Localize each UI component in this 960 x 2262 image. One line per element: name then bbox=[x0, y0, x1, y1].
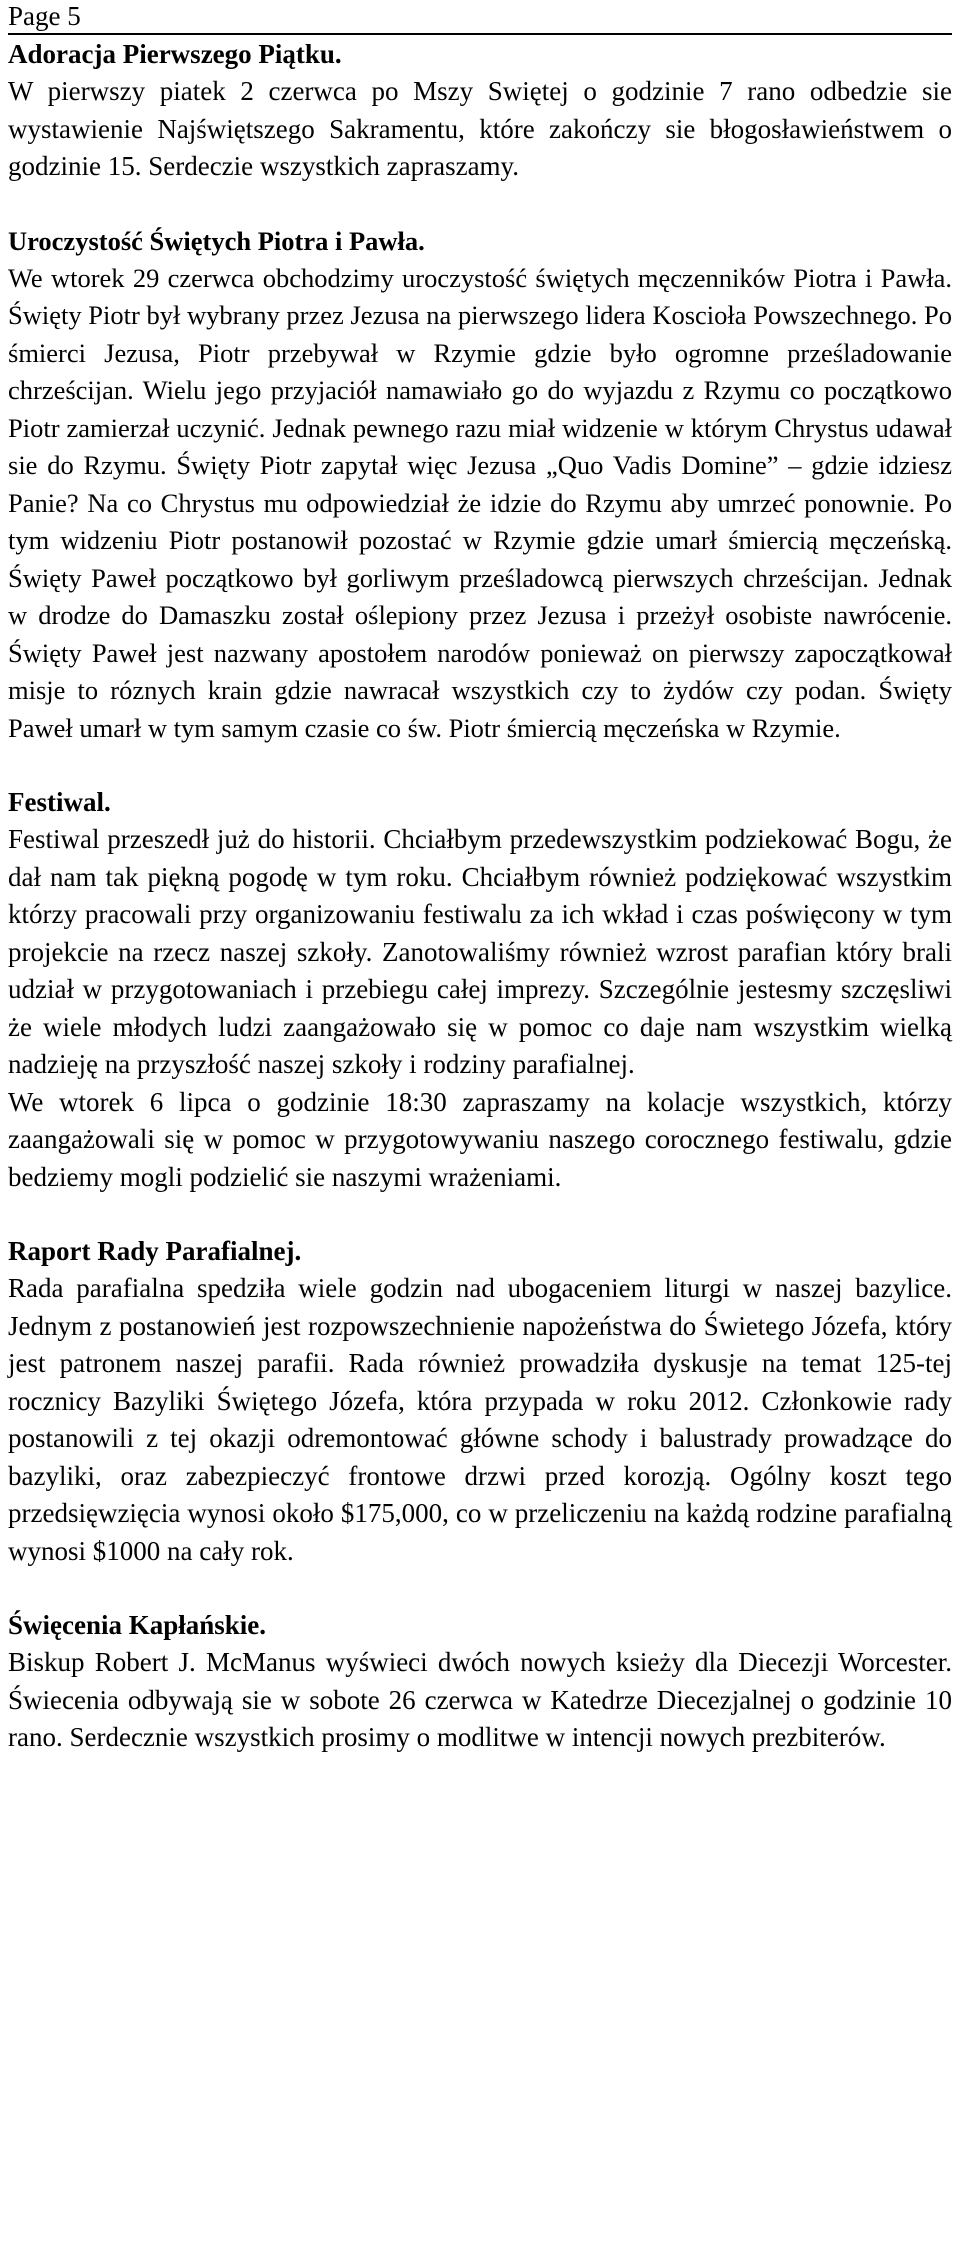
section-title: Festiwal. bbox=[8, 787, 111, 817]
section-parish-council bbox=[8, 1233, 952, 1570]
section-spacer bbox=[8, 747, 952, 784]
section-paragraph: W pierwszy piatek 2 czerwca po Mszy Swiętej o godzinie 7 rano odbedzie sie wystawienie Najświętszego Sakramentu, które zakończy sie błogosławieństwem o godzinie 15. Serdeczie wszystkich zapraszamy. bbox=[8, 76, 952, 181]
section-festival bbox=[8, 784, 952, 1196]
section-paragraph: Rada parafialna spedziła wiele godzin nad ubogaceniem liturgi w naszej bazylice. Jednym z postanowień jest rozpowszechnienie napożeństwa do Świetego Józefa, który jest patronem naszej parafii. Rada również prowadziła dyskusje na temat 125-tej rocznicy Bazyliki Świętego Józefa, która przypada w roku 2012. Członkowie rady postanowili z tej okazji odremontować główne schody i balustrady prowadzące do bazyliki, oraz zabezpieczyć frontowe drzwi przed korozją. Ogólny koszt tego przedsięwzięcia wynosi około $175,000, co w przeliczeniu na każdą rodzine parafialną wynosi $1000 na cały rok. bbox=[8, 1273, 952, 1566]
section-title: Święcenia Kapłańskie. bbox=[8, 1610, 267, 1640]
section-adoration bbox=[8, 36, 952, 186]
section-paragraph: Biskup Robert J. McManus wyświeci dwóch nowych ksieży dla Diecezji Worcester. Świecenia odbywają sie w sobote 26 czerwca w Katedrze Diecezjalnej o godzinie 10 rano. Serdecznie wszystkich prosimy o modlitwe w intencji nowych prezbiterów. bbox=[8, 1647, 952, 1752]
section-spacer bbox=[8, 186, 952, 223]
section-title: Uroczystość Świętych Piotra i Pawła. bbox=[8, 225, 425, 256]
section-peter-paul bbox=[8, 223, 952, 748]
section-paragraph: Festiwal przeszedł już do historii. Chciałbym przedewszystkim podziekować Bogu, że dał nam tak piękną pogodę w tym roku. Chciałbym również podziękować wszystkim którzy pracowali przy organizowaniu festiwalu za ich wkład i czas poświęcony w tym projekcie na rzecz naszej szkoły. Zanotowaliśmy również wzrost parafian który brali udział w przygotowaniach i przebiegu całej imprezy. Szczególnie jestesmy szczęsliwi że wiele młodych ludzi zaangażowało się w pomoc co daje nam wszystkim wielką nadzieję na przyszłość naszej szkoły i rodziny parafialnej. bbox=[8, 824, 952, 1079]
section-title: Raport Rady Parafialnej. bbox=[8, 1236, 302, 1266]
section-paragraph: We wtorek 29 czerwca obchodzimy uroczystość świętych męczenników Piotra i Pawła. Święty Piotr był wybrany przez Jezusa na pierwszego lidera Koscioła Powszechnego. Po śmierci Jezusa, Piotr przebywał w Rzymie gdzie było ogromne prześladowanie chrześcijan. Wielu jego przyjaciół namawiało go do wyjazdu z Rzymu co początkowo Piotr zamierzał uczynić. Jednak pewnego razu miał widzenie w którym Chrystus udawał sie do Rzymu. Święty Piotr zapytał więc Jezusa „Quo Vadis Domine” – gdzie idziesz Panie? Na co Chrystus mu odpowiedział że idzie do Rzymu aby umrzeć ponownie. Po tym widzeniu Piotr postanowił pozostać w Rzymie gdzie umarł śmiercią męczeńską. Święty Paweł początkowo był gorliwym prześladowcą pierwszych chrześcijan. Jednak w drodze do Damaszku został oślepiony przez Jezusa i przeżył osobiste nawrócenie. Święty Paweł jest nazwany apostołem narodów ponieważ on pierwszy zapoczątkował misje to róznych krain gdzie nawracał wszystkich czy to żydów czy podan. Święty Paweł umarł w tym samym czasie co św. Piotr śmiercią męczeńska w Rzymie. bbox=[8, 262, 952, 743]
section-title: Adoracja Pierwszego Piątku. bbox=[8, 39, 342, 69]
section-paragraph: We wtorek 6 lipca o godzinie 18:30 zapraszamy na kolacje wszystkich, którzy zaangażowali się w pomoc w przygotowywaniu naszego corocznego festiwalu, gdzie bedziemy mogli podzielić sie naszymi wrażeniami. bbox=[8, 1086, 952, 1192]
section-spacer bbox=[8, 1570, 952, 1607]
page-header bbox=[8, 0, 952, 35]
section-spacer bbox=[8, 1196, 952, 1233]
section-ordination bbox=[8, 1607, 952, 1757]
page-number: Page 5 bbox=[8, 1, 81, 31]
newsletter-page bbox=[8, 0, 952, 1757]
